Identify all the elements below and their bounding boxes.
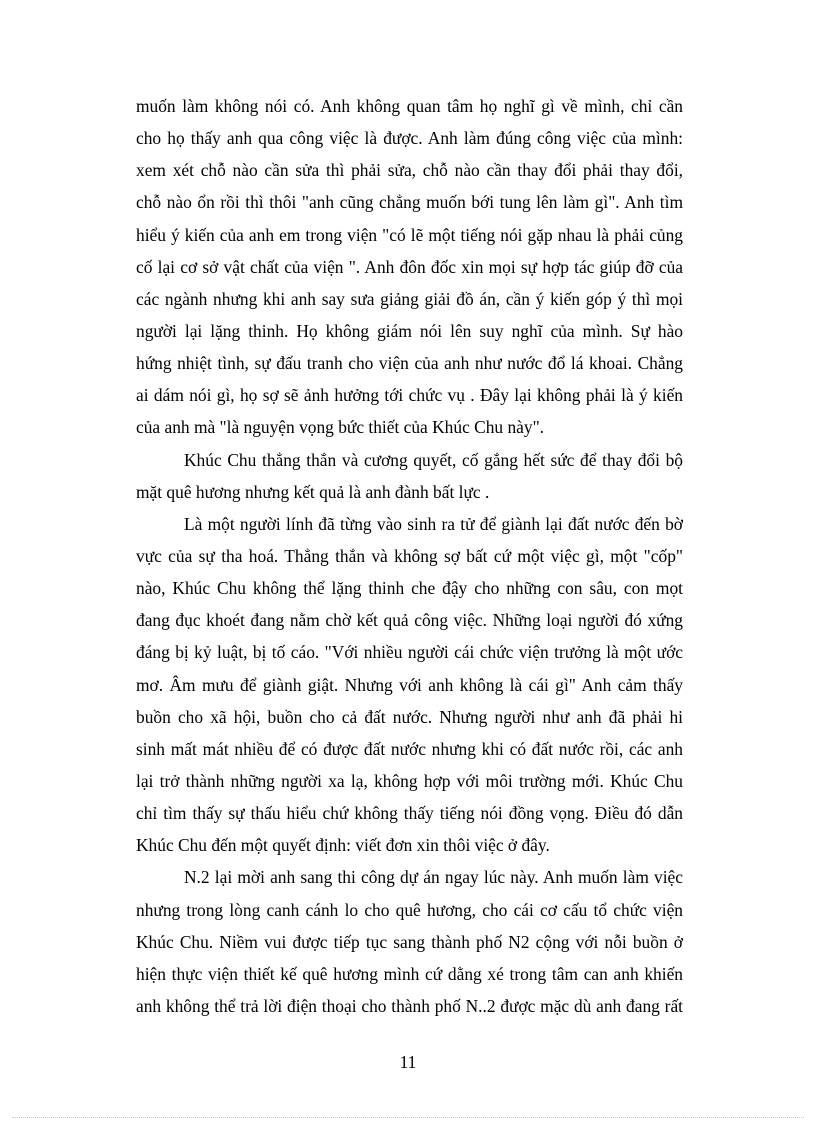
text-line: đang đục khoét đang nằm chờ kết quả công việc. Những loại người đó xứng xyxy=(136,610,683,631)
text-line: sinh mất mát nhiều để có được đất nước nhưng khi có đất nước rồi, các anh xyxy=(136,738,683,759)
text-line: người lại lặng thinh. Họ không giám nói lên suy nghĩ của mình. Sự hào xyxy=(136,320,683,341)
text-line: nhưng trong lòng canh cánh lo cho quê hương, cho cái cơ cấu tổ chức viện xyxy=(136,899,683,920)
text-line: Khúc Chu. Niềm vui được tiếp tục sang thành phố N2 cộng với nỗi buồn ở xyxy=(136,931,683,952)
text-line: anh không thể trả lời điện thoại cho thành phố N..2 được mặc dù anh đang rất xyxy=(136,995,683,1016)
text-line: Là một người lính đã từng vào sinh ra tử để giành lại đất nước đến bờ xyxy=(184,513,683,534)
text-line: mặt quê hương nhưng kết quả là anh đành bất lực . xyxy=(136,481,490,502)
text-line: vực của sự tha hoá. Thẳng thắn và không sợ bất cứ một việc gì, một "cốp" xyxy=(136,545,683,566)
text-line: xem xét chỗ nào cần sửa thì phải sửa, chỗ nào cần thay đổi phải thay đổi, xyxy=(136,160,683,181)
text-line: Khúc Chu thẳng thắn và cương quyết, cố gắng hết sức để thay đổi bộ xyxy=(184,449,683,470)
text-line: lại trở thành những người xa lạ, không hợp với môi trường mới. Khúc Chu xyxy=(136,770,683,791)
text-line: muốn làm không nói có. Anh không quan tâm họ nghĩ gì về mình, chỉ cần xyxy=(136,96,683,116)
text-line: hiện thực viện thiết kế quê hương mình cứ dằng xé trong tâm can anh khiến xyxy=(136,963,683,984)
text-line: chỗ nào ổn rồi thì thôi "anh cũng chẳng muốn bới tung lên làm gì". Anh tìm xyxy=(136,192,683,213)
text-line: mơ. Âm mưu để giành giật. Nhưng với anh không là cái gì" Anh cảm thấy xyxy=(136,674,683,695)
text-line: nào, Khúc Chu không thể lặng thinh che đậy cho những con sâu, con mọt xyxy=(136,578,683,599)
text-line: các ngành nhưng khi anh say sưa giảng giải đồ án, cần ý kiến góp ý thì mọi xyxy=(136,288,683,309)
body-text xyxy=(136,90,683,1022)
text-line: Khúc Chu đến một quyết định: viết đơn xin thôi việc ở đây. xyxy=(136,835,550,856)
text-line: cho họ thấy anh qua công việc là được. Anh làm đúng công việc của mình: xyxy=(136,128,683,149)
page-bottom-divider xyxy=(12,1117,804,1118)
text-line: cố lại cơ sở vật chất của viện ". Anh đôn đốc xin mọi sự hợp tác giúp đỡ của xyxy=(136,256,683,277)
text-line: hứng nhiệt tình, sự đấu tranh cho viện của anh như nước đổ lá khoai. Chẳng xyxy=(136,353,683,374)
text-line: của anh mà "là nguyện vọng bức thiết của Khúc Chu này". xyxy=(136,417,545,438)
text-line: hiểu ý kiến của anh em trong viện "có lẽ một tiếng nói gặp nhau là phải củng xyxy=(136,224,683,245)
text-line: đáng bị kỷ luật, bị tố cáo. "Với nhiều người cái chức viện trưởng là một ước xyxy=(136,642,683,663)
text-line: ai dám nói gì, họ sợ sẽ ảnh hưởng tới chức vụ . Đây lại không phải là ý kiến xyxy=(136,385,683,406)
text-line: buồn cho xã hội, buồn cho cả đất nước. Nhưng người như anh đã phải hi xyxy=(136,706,683,727)
text-line: N.2 lại mời anh sang thi công dự án ngay lúc này. Anh muốn làm việc xyxy=(184,867,683,888)
text-line: chỉ tìm thấy sự thấu hiểu chứ không thấy tiếng nói đồng vọng. Điều đó dẫn xyxy=(136,803,683,824)
page-number: 11 xyxy=(399,1052,417,1072)
